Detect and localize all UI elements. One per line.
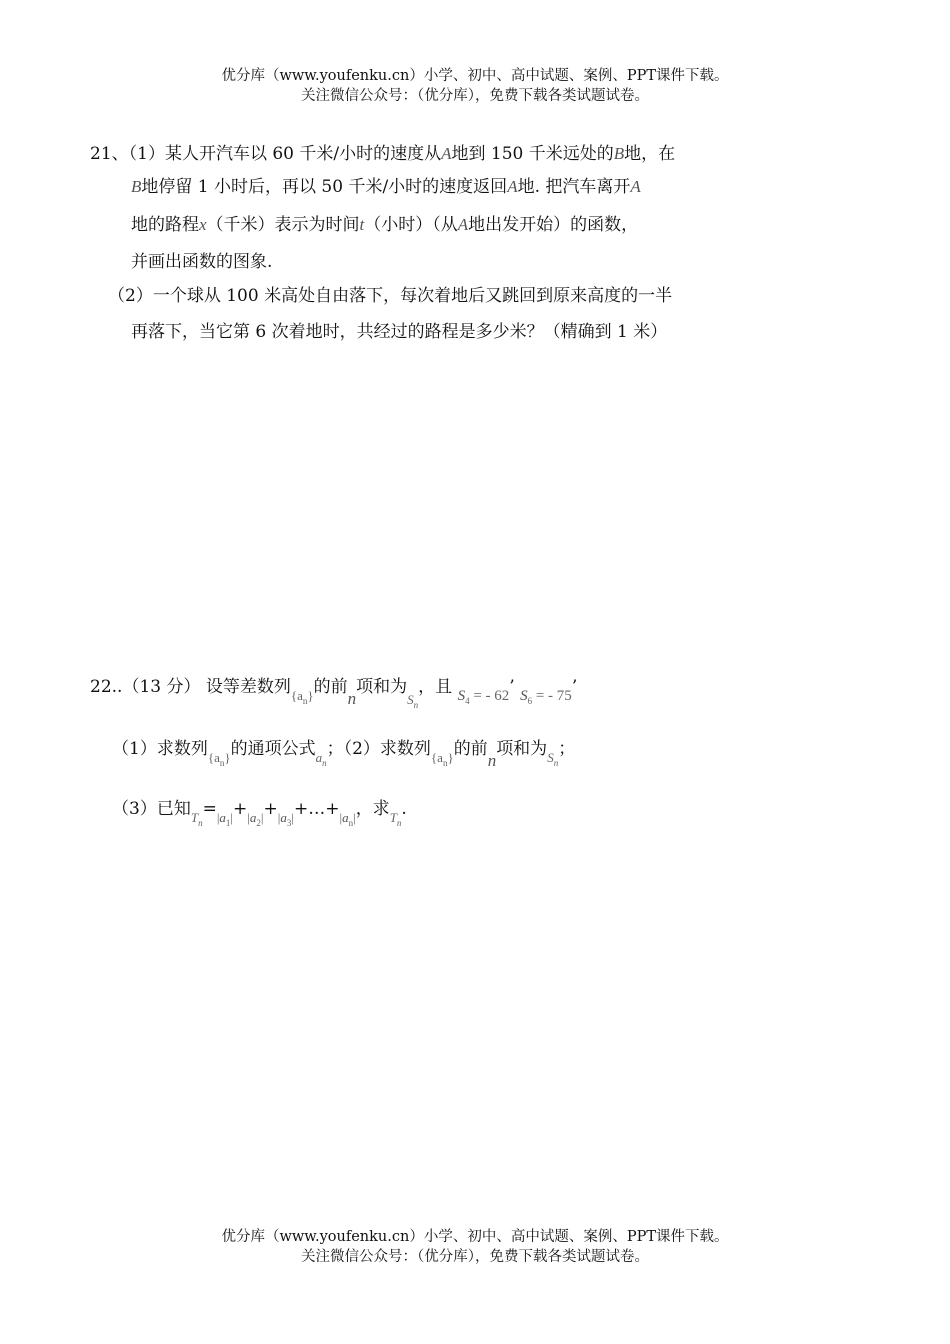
seq-a-n: {an} [290,688,314,706]
header-line-1: 优分库（www.youfenku.cn）小学、初中、高中试题、案例、PPT课件下载。 [221,68,729,84]
q21-line-6: 再落下，当它第 6 次着地时，共经过的路程是多少米？（精确到 1 米） [131,322,668,342]
page-footer [0,1227,950,1267]
q21-line-4: 并画出函数的图象. [131,252,273,272]
q22-line-1: 22..（13 分） 设等差数列$_{\{a_n\}}$的前n项和为$_{S_n}$，且 $S_4$ = - 62’ $S_6$ = - 75’ [90,677,578,710]
abs-a2: |a2| [247,810,264,828]
q21-line-3: 地的路程x（千米）表示为时间t（小时）（从A地出发开始）的函数， [131,215,639,235]
q21-line-1: 21、（1）某人开汽车以 60 千米/小时的速度从A地到 150 千米远处的B地，在 [90,144,676,164]
abs-an: |an| [339,810,356,828]
header-line-2: 关注微信公众号：（优分库），免费下载各类试题试卷。 [301,88,649,104]
s6-expression: $S_6$ = - 75 [520,688,572,706]
q21-line-2: B地停留 1 小时后，再以 50 千米/小时的速度返回A地. 把汽车离开A [131,177,641,197]
q21-number: 21、 [90,144,129,164]
abs-a1: |a1| [216,810,234,828]
q21-line-5: （2）一个球从 100 米高处自由落下，每次着地后又跳回到原来高度的一半 [108,286,673,306]
abs-a3: |a3| [277,810,294,828]
q22-number: 22..（13 分） [90,677,201,697]
footer-line-1: 优分库（www.youfenku.cn）小学、初中、高中试题、案例、PPT课件下载。 [221,1229,729,1245]
s4-expression: $S_4$ = - 62 [457,688,510,706]
page-header [0,66,950,106]
q22-line-2: （1）求数列$_{\{a_n\}}$的通项公式$_{a_n}$；（2）求数列$_{\{a_n\}}$的前n项和为$_{S_n}$； [112,739,576,770]
footer-line-2: 关注微信公众号：（优分库），免费下载各类试题试卷。 [301,1249,649,1265]
q22-line-3: （3）已知$_{T_n}=_{|a_1|}+_{|a_2|}+_{|a_3|}+\dots+_{|a_n|}$，求$_{T_n}$. [112,799,407,828]
